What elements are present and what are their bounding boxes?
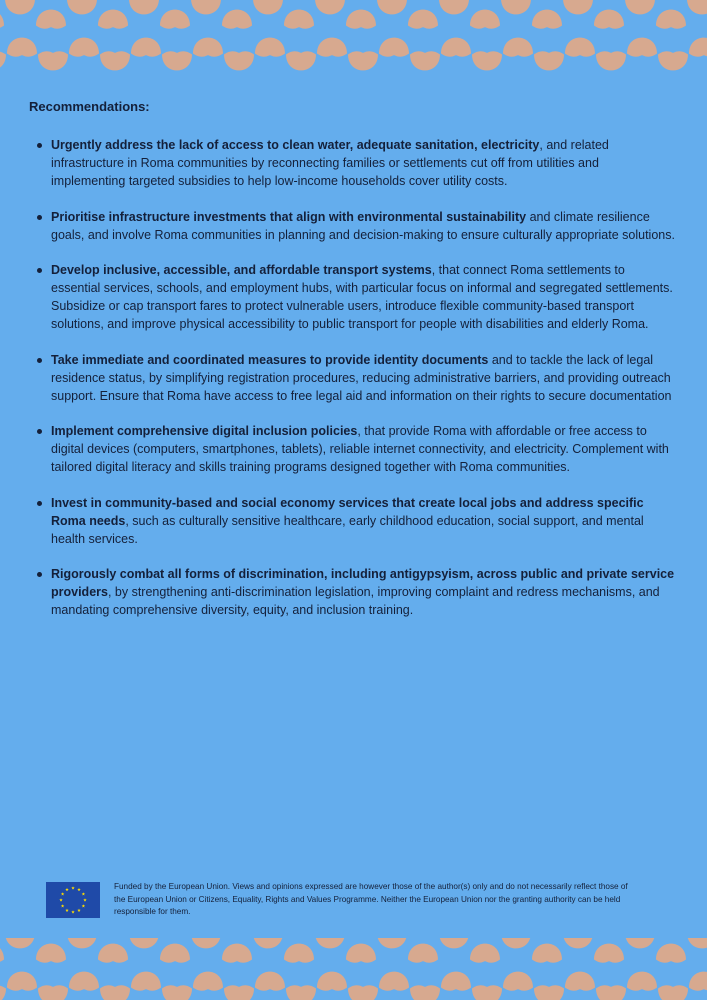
petal-shape [255, 38, 285, 57]
petal-pattern-bottom [0, 938, 707, 1000]
petal-shape [222, 944, 252, 963]
petal-shape [5, 938, 35, 948]
petal-shape [596, 985, 626, 1000]
petal-shape [98, 10, 128, 29]
bottom-decorative-pattern [0, 938, 707, 1000]
petal-shape [317, 38, 347, 57]
petal-shape [222, 10, 252, 29]
petal-shape [7, 38, 37, 57]
petal-shape [563, 938, 593, 948]
top-decorative-pattern [0, 0, 707, 72]
petal-shape [501, 0, 531, 14]
petal-shape [224, 51, 254, 70]
petal-shape [253, 938, 283, 948]
petal-shape [131, 972, 161, 991]
petal-shape [160, 10, 190, 29]
petal-shape [100, 985, 130, 1000]
main-content [29, 98, 675, 637]
petal-shape [532, 944, 562, 963]
petal-shape [656, 10, 686, 29]
petal-shape [100, 51, 130, 70]
petal-shape [0, 10, 4, 29]
recommendation-bold: Develop inclusive, accessible, and affordable transport systems [51, 263, 432, 277]
petal-shape [503, 972, 533, 991]
petal-shape [193, 972, 223, 991]
petal-shape [532, 10, 562, 29]
list-item [51, 136, 675, 190]
petal-shape [193, 38, 223, 57]
petal-shape [38, 51, 68, 70]
recommendation-text: and to tackle the lack of legal residence status, by simplifying registration procedures, reducing administrative barriers, and providing outreach support. Ensure that Roma have access to free legal aid and information on their rights to secure documentation [51, 352, 672, 403]
recommendation-text: , by strengthening anti-discrimination legislation, improving complaint and redress mechanisms, and mandating comprehensive diversity, equity, and inclusion training. [51, 585, 660, 617]
funding-disclaimer: Funded by the European Union. Views and opinions expressed are however those of the author(s) only and do not necessarily reflect those of the European Union or Citizens, Equality, Rights and Values Programme. Neither the European Union nor the granting authority can be held responsible for them. [114, 882, 628, 916]
recommendation-bold: Take immediate and coordinated measures to provide identity documents [51, 352, 489, 367]
petal-shape [67, 938, 97, 948]
eu-flag-icon [46, 882, 100, 918]
petal-shape [470, 10, 500, 29]
petal-shape [408, 10, 438, 29]
recommendation-text: and climate resilience goals, and involve Roma communities in planning and decision-making to ensure culturally appropriate solutions. [51, 209, 675, 242]
list-item [51, 261, 675, 333]
petal-shape [348, 985, 378, 1000]
petal-shape [317, 972, 347, 991]
petal-shape [594, 944, 624, 963]
petal-pattern-top [0, 0, 707, 72]
recommendation-bold: Prioritise infrastructure investments that align with environmental sustainability [51, 209, 527, 224]
petal-shape [253, 0, 283, 14]
petal-shape [162, 51, 192, 70]
petal-shape [687, 938, 707, 948]
funding-notice [46, 881, 646, 921]
petal-shape [0, 985, 6, 1000]
recommendation-bold: Implement comprehensive digital inclusion policies [51, 424, 358, 438]
petal-shape [286, 51, 316, 70]
petal-shape [67, 0, 97, 14]
petal-shape [565, 38, 595, 57]
petal-shape [38, 985, 68, 1000]
petal-shape [565, 972, 595, 991]
petal-shape [470, 944, 500, 963]
petal-shape [625, 938, 655, 948]
petal-shape [191, 0, 221, 14]
petal-shape [0, 944, 4, 963]
petal-shape [658, 985, 688, 1000]
petal-shape [286, 985, 316, 1000]
petal-shape [441, 38, 471, 57]
petal-shape [503, 38, 533, 57]
list-item [51, 494, 675, 548]
petal-shape [7, 972, 37, 991]
petal-shape [377, 0, 407, 14]
petal-shape [346, 10, 376, 29]
petal-shape [131, 38, 161, 57]
petal-shape [69, 972, 99, 991]
petal-shape [98, 944, 128, 963]
petal-shape [472, 51, 502, 70]
petal-shape [441, 972, 471, 991]
petal-shape [315, 938, 345, 948]
petal-shape [346, 944, 376, 963]
petal-shape [315, 0, 345, 14]
petal-shape [410, 51, 440, 70]
recommendation-bold: Invest in community-based and social economy services that create local jobs and address specific Roma needs [51, 495, 644, 528]
recommendations-list [29, 136, 675, 619]
petal-shape [627, 972, 657, 991]
petal-shape [501, 938, 531, 948]
petal-shape [255, 972, 285, 991]
petal-shape [379, 38, 409, 57]
petal-shape [0, 51, 6, 70]
recommendation-text: , that provide Roma with affordable or free access to digital devices (computers, smartphones, tablets), reliable internet connectivity, and electricity. Complement with tailored digital literacy and skills training programs designed together with Roma communities. [51, 424, 669, 474]
petal-shape [36, 944, 66, 963]
petal-shape [439, 938, 469, 948]
petal-shape [224, 985, 254, 1000]
petal-shape [625, 0, 655, 14]
petal-shape [348, 51, 378, 70]
petal-shape [439, 0, 469, 14]
page-heading: Recommendations: [29, 99, 150, 114]
petal-shape [689, 38, 707, 57]
petal-shape [160, 944, 190, 963]
recommendation-text: , and related infrastructure in Roma communities by reconnecting families or settlements cut off from utilities and implementing targeted subsidies to help low-income households cover utility costs. [51, 138, 609, 188]
petal-shape [563, 0, 593, 14]
petal-shape [472, 985, 502, 1000]
list-item [51, 565, 675, 619]
petal-shape [658, 51, 688, 70]
petal-shape [129, 938, 159, 948]
recommendation-bold: Rigorously combat all forms of discrimination, including antigypsyism, across public and private service providers [51, 567, 675, 599]
petal-shape [596, 51, 626, 70]
petal-shape [36, 10, 66, 29]
petal-shape [162, 985, 192, 1000]
recommendation-text: , that connect Roma settlements to essential services, schools, and employment hubs, with particular focus on informal and segregated settlements. Subsidize or cap transport fares to protect vulnerable users, introduce flexible community-based transport solutions, and improve physical accessibility to public transport for people with disabilities and elderly Roma. [51, 263, 673, 331]
petal-shape [69, 38, 99, 57]
petal-shape [379, 972, 409, 991]
petal-shape [129, 0, 159, 14]
list-item [51, 208, 675, 244]
petal-shape [191, 938, 221, 948]
petal-shape [377, 938, 407, 948]
petal-shape [410, 985, 440, 1000]
petal-shape [689, 972, 707, 991]
petal-shape [284, 944, 314, 963]
list-item [51, 351, 675, 405]
petal-shape [534, 985, 564, 1000]
recommendation-bold: Urgently address the lack of access to clean water, adequate sanitation, electricity [51, 138, 540, 152]
petal-shape [594, 10, 624, 29]
petal-shape [5, 0, 35, 14]
petal-shape [687, 0, 707, 14]
petal-shape [284, 10, 314, 29]
recommendation-text: , such as culturally sensitive healthcare, early childhood education, social support, and mental health services. [51, 513, 644, 546]
petal-shape [627, 38, 657, 57]
list-item [51, 422, 675, 476]
petal-shape [534, 51, 564, 70]
petal-shape [408, 944, 438, 963]
petal-shape [656, 944, 686, 963]
